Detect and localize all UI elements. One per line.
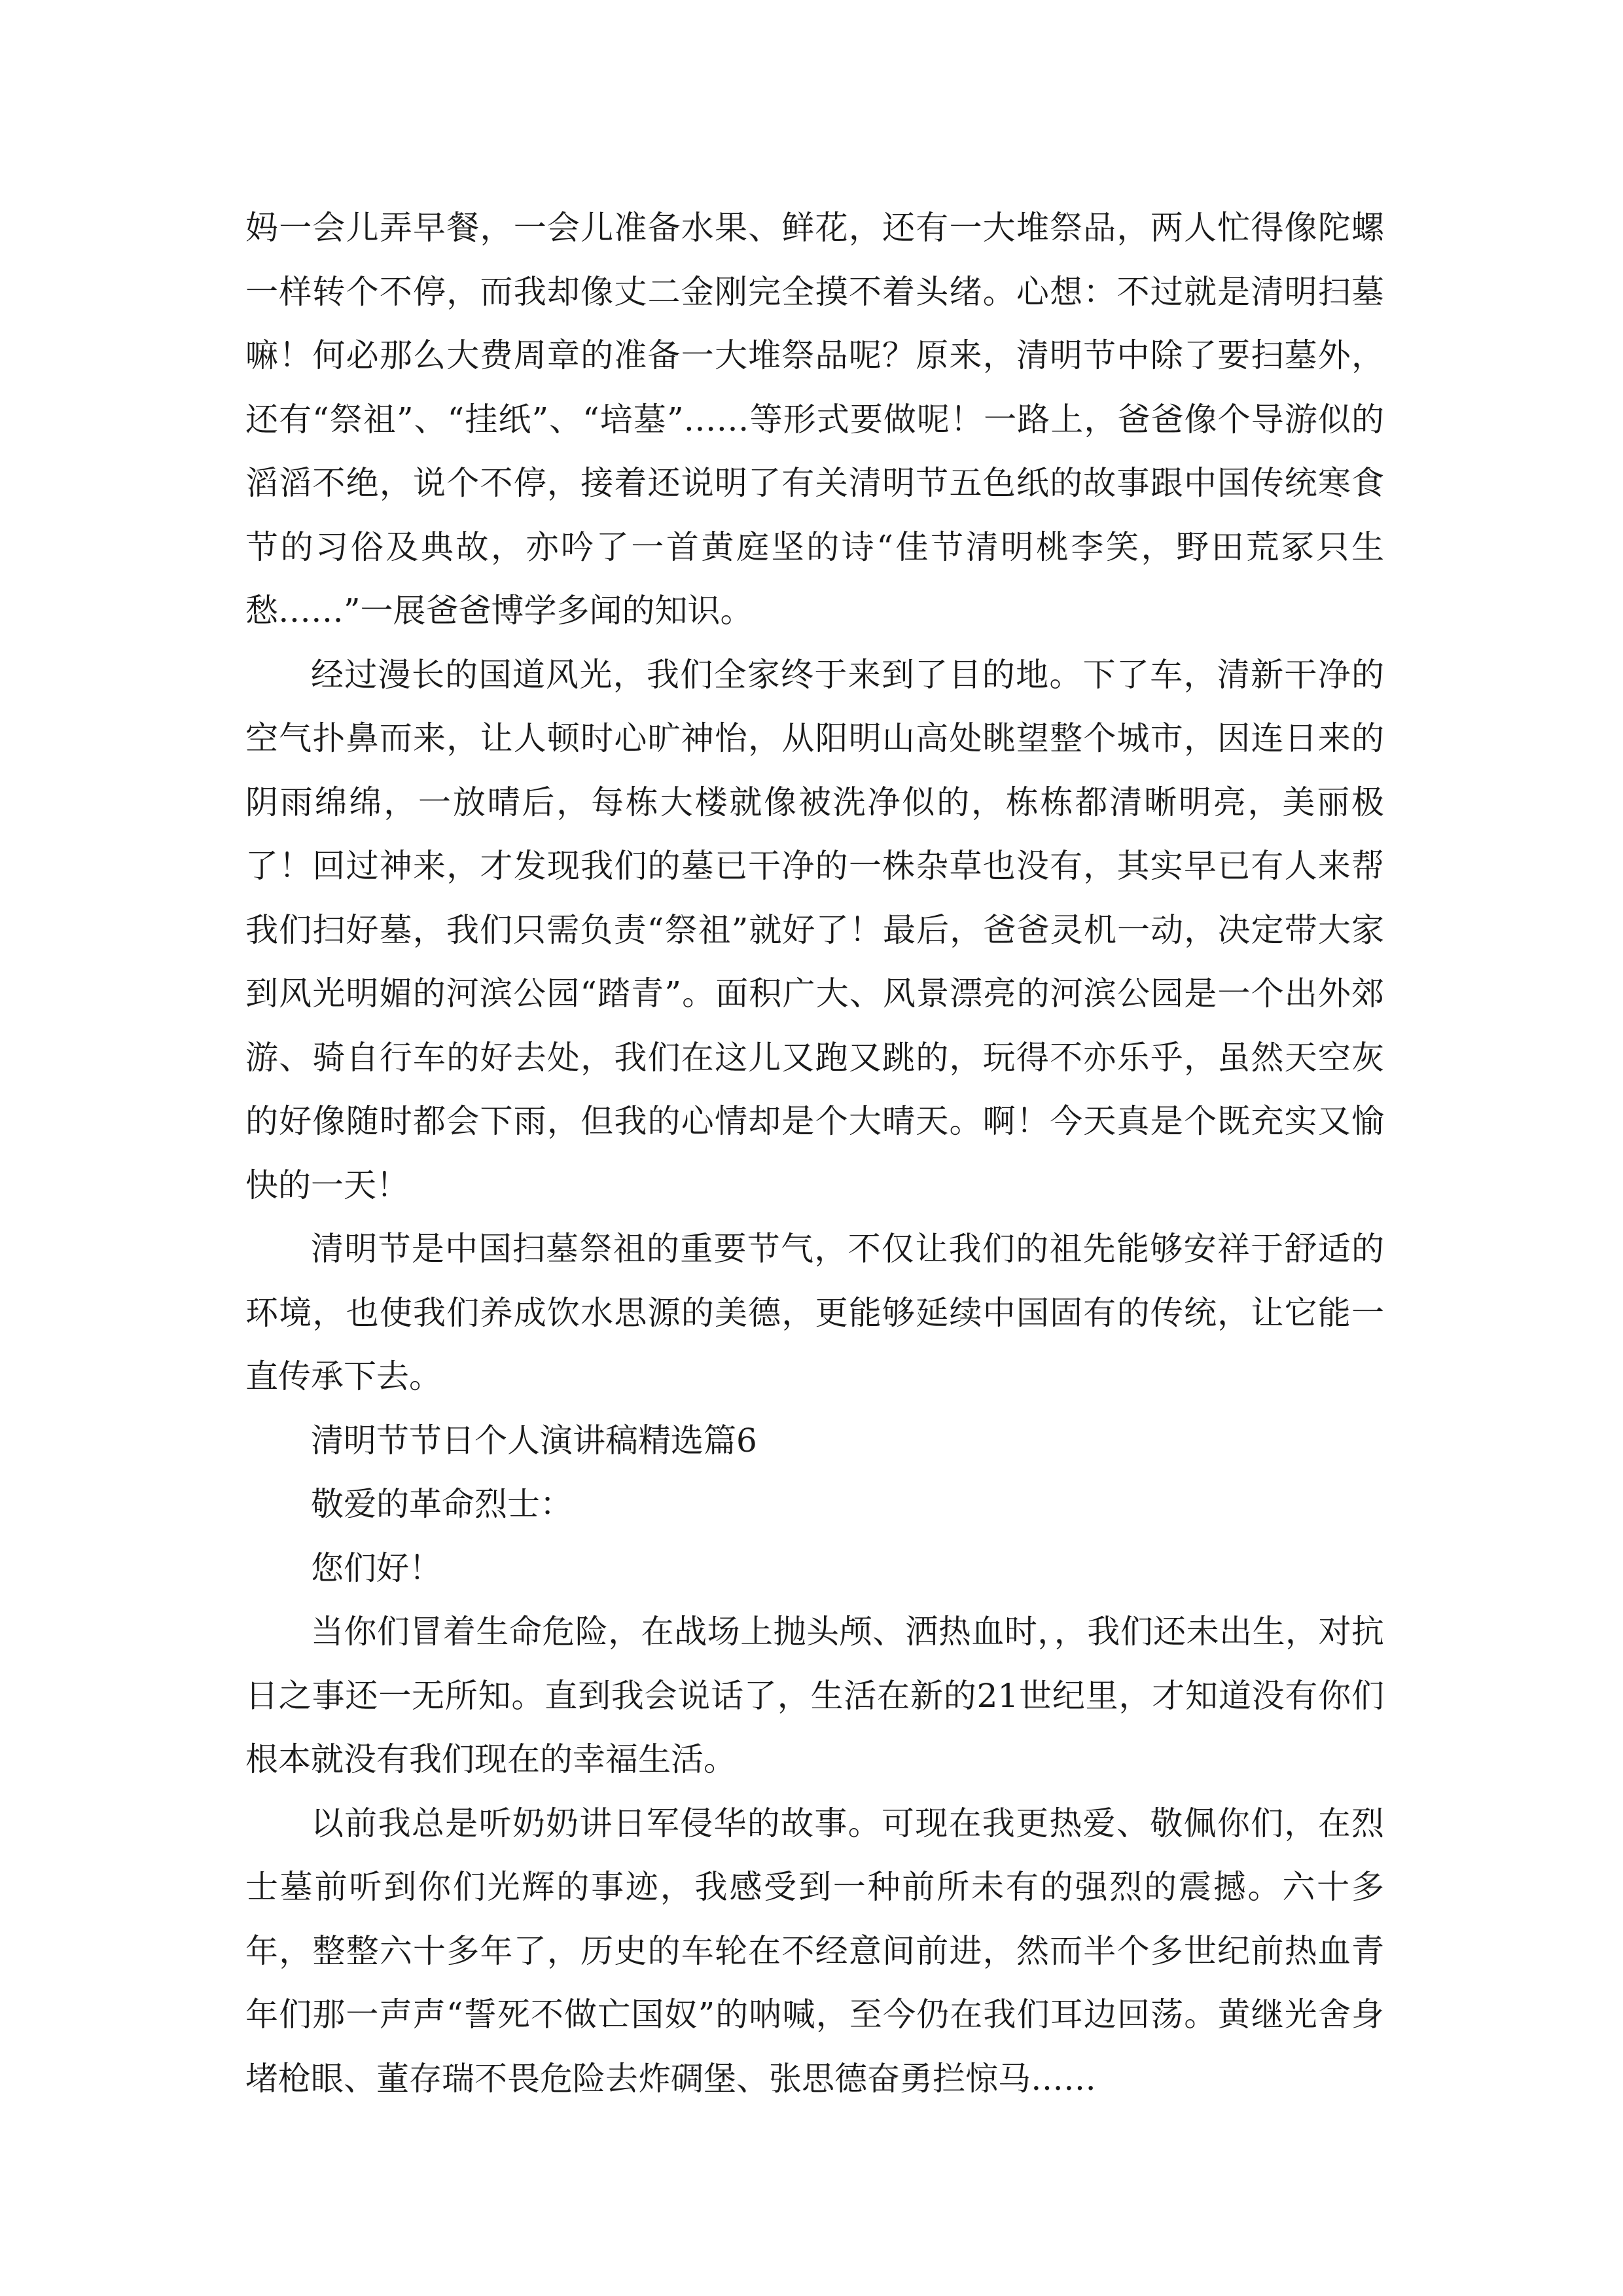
paragraph: 清明节是中国扫墓祭祖的重要节气，不仅让我们的祖先能够安祥于舒适的环境，也使我们养成饮水思源的美德，更能够延续中国固有的传统，让它能一直传承下去。 — [245, 1230, 1384, 1395]
section-title: 清明节节日个人演讲稿精选篇6 — [311, 1421, 757, 1460]
greeting: 您们好！ — [311, 1549, 442, 1587]
salutation: 敬爱的革命烈士： — [311, 1485, 573, 1523]
paragraph-continued: 妈一会儿弄早餐，一会儿准备水果、鲜花，还有一大堆祭品，两人忙得像陀螺一样转个不停，而我却像丈二金刚完全摸不着头绪。心想：不过就是清明扫墓嘛！何必那么大费周章的准备一大堆祭品呢？原来，清明节中除了要扫墓外，还有“祭祖”、“挂纸”、“培墓”……等形式要做呢！一路上，爸爸像个导游似的滔滔不绝，说个不停，接着还说明了有关清明节五色纸的故事跟中国传统寒食节的习俗及典故，亦吟了一首黄庭坚的诗“佳节清明桃李笑，野田荒冢只生愁……”一展爸爸博学多闻的知识。 — [245, 209, 1384, 630]
paragraph: 以前我总是听奶奶讲日军侵华的故事。可现在我更热爱、敬佩你们，在烈士墓前听到你们光辉的事迹，我感受到一种前所未有的强烈的震撼。六十多年，整整六十多年了，历史的车轮在不经意间前进，然而半个多世纪前热血青年们那一声声“誓死不做亡国奴”的呐喊，至今仍在我们耳边回荡。黄继光舍身堵枪眼、董存瑞不畏危险去炸碉堡、张思德奋勇拦惊马…… — [245, 1804, 1384, 2098]
paragraph: 当你们冒着生命危险，在战场上抛头颅、洒热血时，，我们还未出生，对抗日之事还一无所知。直到我会说话了，生活在新的21世纪里，才知道没有你们根本就没有我们现在的幸福生活。 — [245, 1613, 1384, 1778]
document-body — [245, 196, 1384, 2111]
paragraph: 经过漫长的国道风光，我们全家终于来到了目的地。下了车，清新干净的空气扑鼻而来，让人顿时心旷神怡，从阳明山高处眺望整个城市，因连日来的阴雨绵绵，一放晴后，每栋大楼就像被洗净似的，栋栋都清晰明亮，美丽极了！回过神来，才发现我们的墓已干净的一株杂草也没有，其实早已有人来帮我们扫好墓，我们只需负责“祭祖”就好了！最后，爸爸灵机一动，决定带大家到风光明媚的河滨公园“踏青”。面积广大、风景漂亮的河滨公园是一个出外郊游、骑自行车的好去处，我们在这儿又跑又跳的，玩得不亦乐乎，虽然天空灰的好像随时都会下雨，但我的心情却是个大晴天。啊！今天真是个既充实又愉快的一天！ — [245, 655, 1384, 1204]
